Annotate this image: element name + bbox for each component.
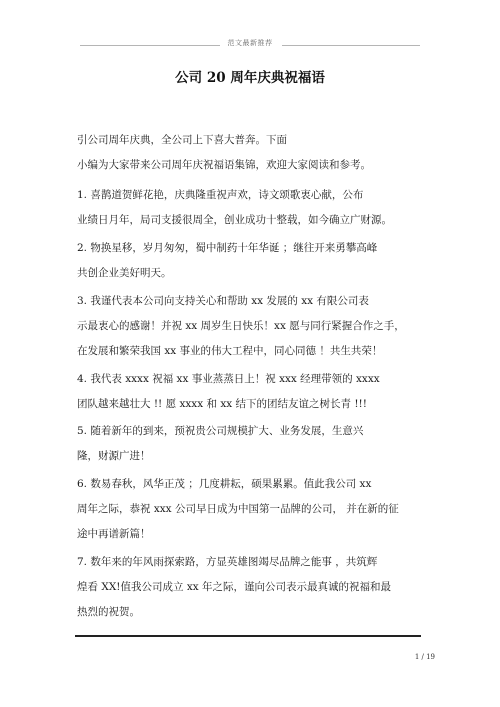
body-line: 4. 我代表 xxxx 祝福 xx 事业蒸蒸日上！祝 xxx 经理带领的 xxxx [77, 373, 380, 385]
header-text: 范文最新推荐 [227, 39, 273, 47]
body-line: 示最衷心的感谢！并祝 xx 周岁生日快乐！xx 愿与同行紧握合作之手， [77, 320, 405, 332]
body-line: 业绩日月年，局司支援很周全，创业成功十整载，如今确立广财源。 [77, 214, 392, 226]
page-number: 1 / 19 [414, 653, 435, 661]
body-line: 小编为大家带来公司周年庆祝福语集锦，欢迎大家阅读和参考。 [77, 159, 371, 171]
body-line: 共创企业美好明天。 [77, 267, 172, 279]
body-line: 热烈的祝贺。 [77, 606, 140, 618]
body-line: 6. 数易春秋，风华正茂 ；几度耕耘，硕果累累。值此我公司 xx [77, 478, 372, 490]
body-line: 3. 我谨代表本公司向支持关心和帮助 xx 发展的 xx 有限公司表 [77, 295, 369, 307]
body-line: 5. 随着新年的到来，预祝贵公司规模扩大、业务发展，生意兴 [77, 425, 364, 437]
body-line: 周年之际，恭祝 xxx 公司早日成为中国第一品牌的公司， 并在新的征 [77, 503, 399, 515]
body-line: 途中再谱新篇！ [77, 528, 151, 540]
body-line: 煌看 XX!值我公司成立 xx 年之际，谨向公司表示最真诚的祝福和最 [77, 581, 392, 593]
document-title: 公司 20 周年庆典祝福语 [175, 70, 325, 86]
body-line: 隆，财源广进！ [77, 450, 151, 462]
body-line: 在发展和繁荣我国 xx 事业的伟大工程中，同心同德 ！共生共荣！ [77, 345, 383, 357]
body-line: 引公司周年庆典，全公司上下喜大普奔。下面 [77, 134, 287, 146]
body-line: 2. 物换星移，岁月匆匆，蜀中制药十年华诞 ；继往开来勇攀高峰 [77, 242, 378, 254]
footer-rule [75, 635, 421, 637]
body-line: 7. 数年来的年风雨探索路，方显英雄图竭尽品牌之能事 ，共筑辉 [77, 556, 378, 568]
body-line: 团队越来越壮大 !! 愿 xxxx 和 xx 结下的团结友谊之树长青 !!! [77, 398, 367, 410]
body-line: 1. 喜鹊道贺鲜花艳，庆典隆重祝声欢，诗文颂歌衷心献，公布 [77, 189, 364, 201]
